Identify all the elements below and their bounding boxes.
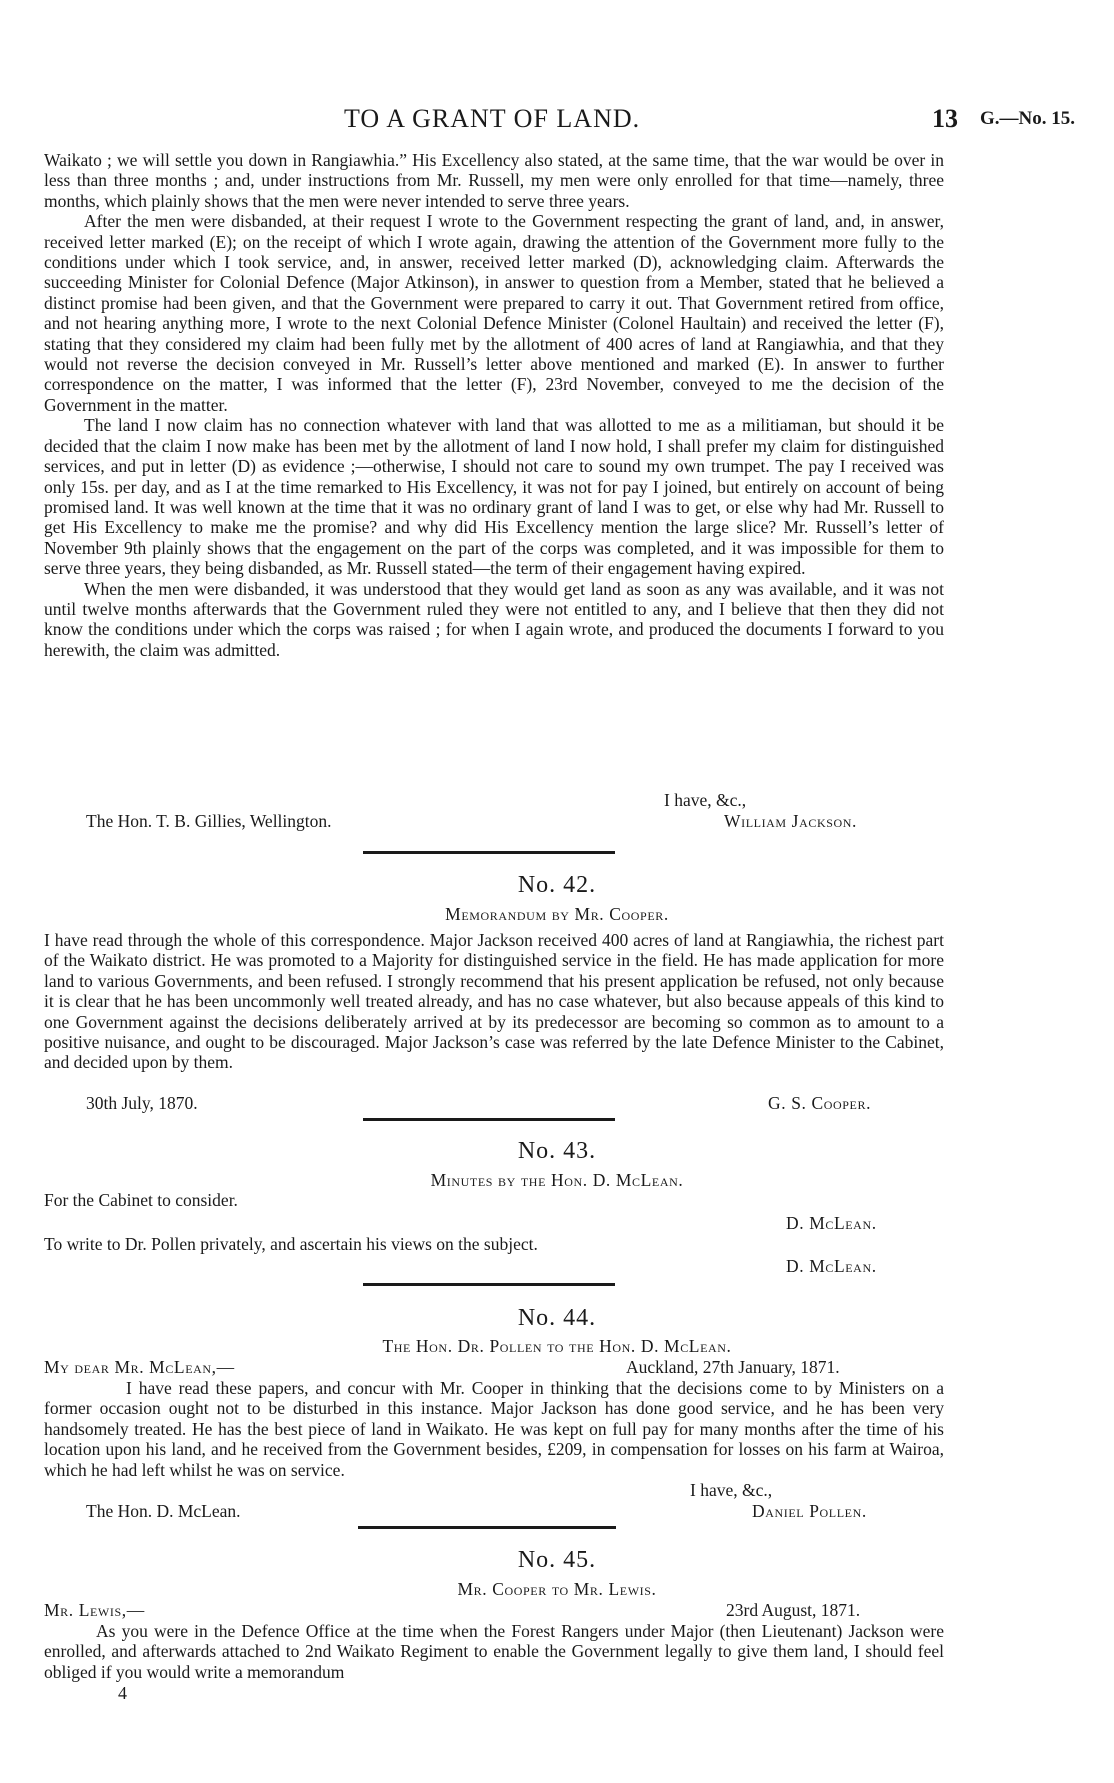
document-number: No. 44. [517,1305,597,1331]
closing-phrase: I have, &c., [664,790,747,810]
section-divider [363,1283,615,1286]
document-heading: Minutes by the Hon. D. McLean. [430,1170,684,1190]
document-number: No. 45. [517,1547,597,1573]
paragraph: Waikato ; we will settle you down in Rangiawhia.” His Excellency also stated, at the same time, that the war would be over in less than three months ; and, under instructions from Mr. Russell, my men were only enrolled for that time—namely, three months, which plainly shows that the men were never intended to serve three years. [44,150,944,211]
dateline: Auckland, 27th January, 1871. [626,1357,840,1377]
document-number: No. 43. [517,1138,597,1164]
section-divider [363,851,615,854]
section-divider [363,1118,615,1121]
document-heading: The Hon. Dr. Pollen to the Hon. D. McLean. [382,1336,732,1356]
salutation: Mr. Lewis,— [44,1600,145,1620]
signature: G. S. Cooper. [768,1093,872,1113]
running-title: TO A GRANT OF LAND. [344,104,641,133]
paragraph: I have read through the whole of this correspondence. Major Jackson received 400 acres of land at Rangiawhia, the richest part of the Waikato district. He was promoted to a Majority for distinguished service in the field. He has made application for more land to various Governments, and been refused. I strongly recommend that his present application be refused, not only because it is clear that he has been uncommonly well treated already, and has no case whatever, but also because appeals of this kind to one Government against the decisions deliberately arrived at by its predecessor are becoming so common as to amount to a positive nuisance, and ought to be discouraged. Major Jackson’s case was referred by the late Defence Minister to the Cabinet, and decided upon by them. [44,930,944,1073]
memorandum-body [44,930,944,1073]
paper-reference: G.—No. 15. [980,108,1075,129]
addressee: The Hon. D. McLean. [86,1501,241,1521]
paragraph: The land I now claim has no connection whatever with land that was allotted to me as a militiaman, but should it be decided that the claim I now make has been met by the allotment of land I now hold, I shall prefer my claim for distinguished services, and put in letter (D) as evidence ;—otherwise, I should not care to sound my own trumpet. The pay I received was only 15s. per day, and as I at the time remarked to His Excellency, it was not for pay I joined, but entirely on account of being promised land. It was well known at the time that it was no ordinary grant of land I was to get, or else why had Mr. Russell to get His Excellency to make me the promise? and why did His Excellency mention the large slice? Mr. Russell’s letter of November 9th plainly shows that the engagement on the part of the corps was completed, and it was impossible for them to serve three years, they being disbanded, as Mr. Russell stated—the term of their engagement having expired. [44,415,944,579]
paragraph: I have read these papers, and concur with Mr. Cooper in thinking that the decisions come to by Ministers on a former occasion ought not to be disturbed in this instance. Major Jackson has done good service, and he has been very handsomely treated. He has the best piece of land in Waikato. He was kept on full pay for many months after the time of his location upon his land, and he received from the Government besides, £209, in compensation for losses on his farm at Wairoa, which he had left whilst he was on service. [44,1378,944,1480]
paragraph: After the men were disbanded, at their request I wrote to the Government respecting the grant of land, and, in answer, received letter marked (E); on the receipt of which I wrote again, drawing the attention of the Government more fully to the conditions under which I took service, and, in answer, received letter marked (D), acknowledging claim. Afterwards the succeeding Minister for Colonial Defence (Major Atkinson), in answer to question from a Member, stated that he believed a distinct promise had been given, and that the Government were prepared to carry it out. That Government retired from office, and not hearing anything more, I wrote to the next Colonial Defence Minister (Colonel Haultain) and received the letter (F), stating that they considered my claim had been fully met by the allotment of 400 acres of land at Rangiawhia, and that they would not reverse the decision conveyed in Mr. Russell’s letter above mentioned and marked (E). In answer to further correspondence on the matter, I was informed that the letter (F), 23rd November, conveyed to me the decision of the Government in the matter. [44,211,944,415]
signature: Daniel Pollen. [752,1501,867,1521]
closing-phrase: I have, &c., [690,1480,773,1500]
minute: For the Cabinet to consider. [44,1190,238,1210]
document-heading: Mr. Cooper to Mr. Lewis. [457,1579,657,1599]
document-heading: Memorandum by Mr. Cooper. [445,904,669,924]
document-number: No. 42. [517,872,597,898]
letter-continuation [44,150,944,660]
addressee: The Hon. T. B. Gillies, Wellington. [86,811,332,831]
running-head [0,104,1114,136]
section-divider [358,1526,616,1529]
minute: To write to Dr. Pollen privately, and ascertain his views on the subject. [44,1234,538,1254]
page-number: 13 [932,104,958,133]
dateline: 23rd August, 1871. [726,1600,861,1620]
signature: D. McLean. [786,1256,877,1276]
date: 30th July, 1870. [86,1093,198,1113]
paragraph: As you were in the Defence Office at the time when the Forest Rangers under Major (then Lieutenant) Jackson were enrolled, and afterwards attached to 2nd Waikato Regiment to enable the Government legally to give them land, I should feel obliged if you would write a memorandum [44,1621,944,1682]
signature: William Jackson. [724,811,858,831]
salutation: My dear Mr. McLean,— [44,1357,235,1377]
signature-mark: 4 [118,1683,127,1703]
signature: D. McLean. [786,1213,877,1233]
paragraph: When the men were disbanded, it was understood that they would get land as soon as any was available, and it was not until twelve months afterwards that the Government ruled they were not entitled to any, and I believe that then they did not know the conditions under which the corps was raised ; for when I again wrote, and produced the documents I forward to you herewith, the claim was admitted. [44,578,944,660]
letter-body [44,1378,944,1480]
letter-body [44,1621,944,1682]
